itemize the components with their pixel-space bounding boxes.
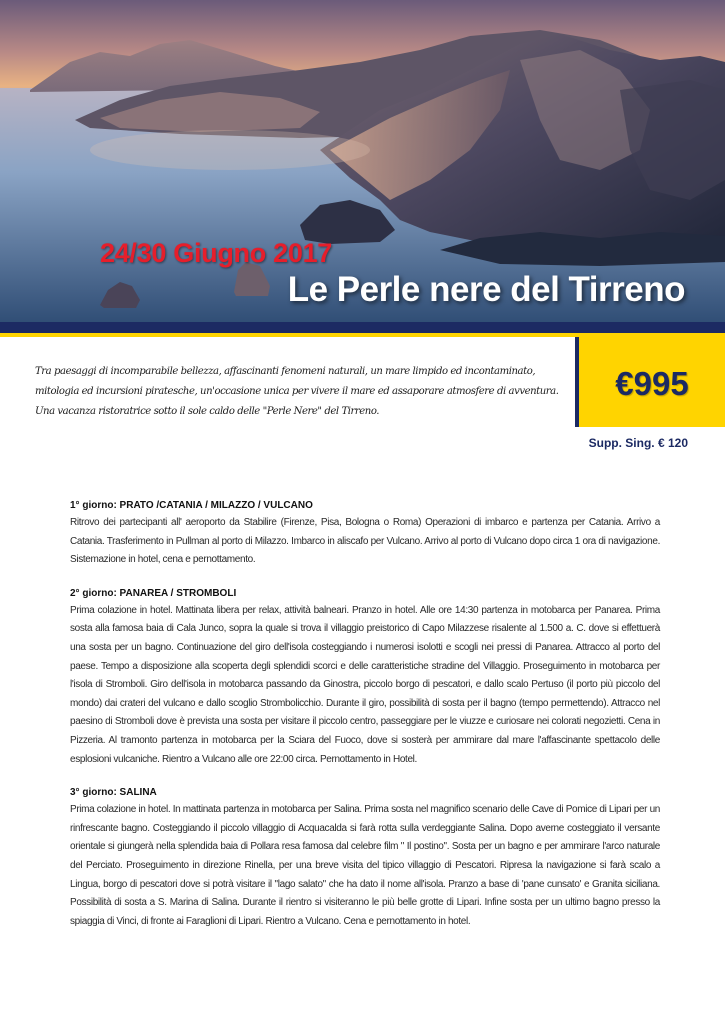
day-section <box>70 588 660 769</box>
day-title: 1° giorno: PRATO /CATANIA / MILAZZO / VULCANO <box>70 500 313 511</box>
intro-line: Una vacanza ristoratrice sotto il sole caldo delle "Perle Nere" del Tirreno. <box>35 406 380 417</box>
day-description: Prima colazione in hotel. In mattinata partenza in motobarca per Salina. Prima sosta nel magnifico scenario delle Cave di Pomice di Lipari per un rinfrescante bagno. Costeggiando il piccolo villaggio di Acquacalda si farà rotta sulla verdeggiante Salina. Dopo averne costeggiato il versante orientale si giungerà nella splendida baia di Pollara resa famosa dal celebre film " Il postino". Sosta per un bagno e per ammirare l'arco naturale del Perciato. Proseguimento in direzione Rinella, per una breve visita del tipico villaggio di Pescatori. Ripresa la navigazione si farà scalo a Lingua, borgo di pescatori dove si potrà visitare il "lago salato" che ha dato il nome all'isola. Pranzo a base di 'pane cunsato' e Granita siciliana. Possibilità di sosta a S. Marina di Salina. Durante il rientro si visiteranno le più belle grotte di Lipari. Infine sosta per un ultimo bagno presso la spiaggia di Vinci, di fronte ai Faraglioni di Lipari. Rientro a Vulcano. Cena e pernottamento in hotel. <box>70 804 660 927</box>
day-description: Ritrovo dei partecipanti all' aeroporto da Stabilire (Firenze, Pisa, Bologna o Roma) Operazioni di imbarco e partenza per Catania. Arrivo a Catania. Trasferimento in Pullman al porto di Milazzo. Imbarco in aliscafo per Vulcano. Arrivo al porto di Vulcano dopo circa 1 ora di navigazione. Sistemazione in hotel, cena e pernottamento. <box>70 517 660 566</box>
single-supplement: Supp. Sing. € 120 <box>588 436 688 450</box>
day-section <box>70 787 660 931</box>
price-box <box>575 337 725 427</box>
header-stripe-navy <box>0 322 725 333</box>
price-amount: €995 <box>615 365 689 402</box>
hero-image <box>0 0 725 330</box>
trip-title: Le Perle nere del Tirreno <box>287 270 685 309</box>
itinerary <box>70 500 660 949</box>
intro-line: mitologia ed incursioni piratesche, un'occasione unica per vivere il mare ed assaporare atmosfere di avventura. <box>35 386 559 397</box>
day-title: 2° giorno: PANAREA / STROMBOLI <box>70 587 237 599</box>
day-title: 3° giorno: SALINA <box>70 787 157 799</box>
day-description: Prima colazione in hotel. Mattinata libera per relax, attività balneari. Pranzo in hotel. Alle ore 14:30 partenza in motobarca per Panarea. Prima sosta alla famosa baia di Cala Junco, sopra la quale si trova il villaggio preistorico di Capo Milazzese risalente al 1.500 a. C. dove si effettuerà una sosta per un bagno. Continuazione del giro dell'isola costeggiando i numerosi isolotti e scogli nei pressi di Panarea. Attracco al porto del paese. Tempo a disposizione alla scoperta degli splendidi scorci e delle caratteristiche stradine del Villaggio. Proseguimento in motobarca per l'isola di Stromboli. Giro dell'isola in motobarca passando da Ginostra, piccolo borgo di pescatori, e dallo scalo Pertuso (il porto più piccolo del mondo) dai crateri del vulcano e dallo scoglio Strombolicchio. Durante il giro, possibilità di sosta per il bagno (tempo permettendo). Attracco nel paesino di Stromboli dove è prevista una sosta per visitare il piccolo centro, passeggiare per le viuzze e curiosare nei colorati negozietti. Cena in Pizzeria. Al tramonto partenza in motobarca per la Sciara del Fuoco, dove si sosterà per ammirare dal mare l'affascinante spettacolo delle esplosioni vulcaniche. Rientro a Vulcano alle ore 22:00 circa. Pernottamento in Hotel. <box>70 604 660 765</box>
intro-paragraph <box>35 362 570 422</box>
trip-dates: 24/30 Giugno 2017 <box>100 238 333 268</box>
intro-line: Tra paesaggi di incomparabile bellezza, affascinanti fenomeni naturali, un mare limpido ed incontaminato, <box>35 366 536 377</box>
day-section <box>70 500 660 570</box>
